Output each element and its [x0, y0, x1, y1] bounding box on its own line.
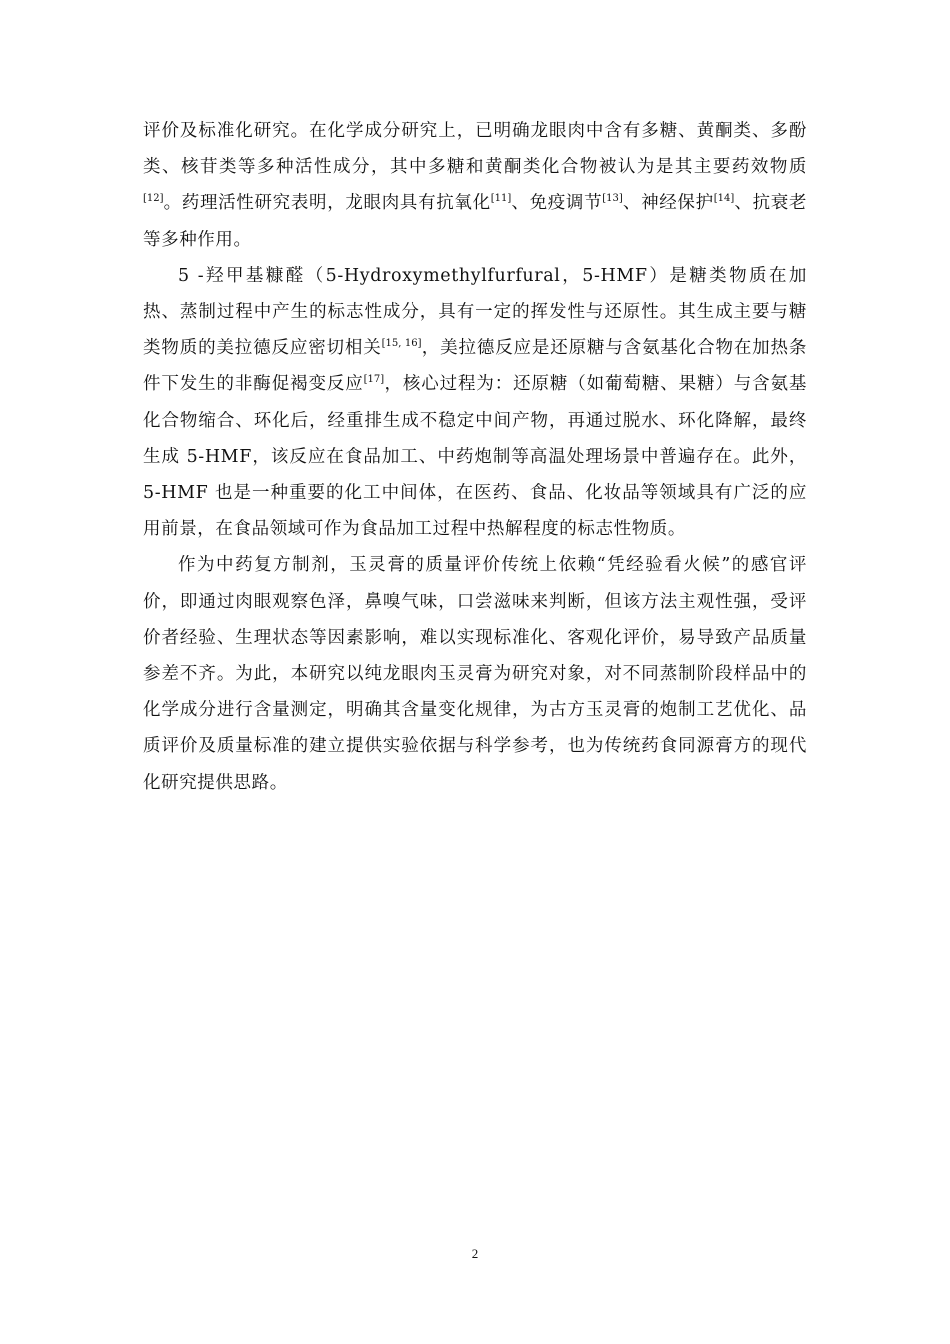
page-body: [143, 113, 807, 801]
paragraph-text: 、神经保护: [622, 193, 714, 214]
citation-superscript: [17]: [363, 374, 385, 386]
citation-superscript: [11]: [490, 193, 512, 205]
paragraph-text: ，核心过程为：还原糖（如葡萄糖、果糖）与含氨基化合物缩合、环化后，经重排生成不稳定中间产物，再通过脱水、环化降解，最终生成 5-HMF，该反应在食品加工、中药炮制等高温处理场景中普遍存在。此外，5-HMF 也是一种重要的化工中间体，在医药、食品、化妆品等领域具有广泛的应用前景，在食品领域可作为食品加工过程中热解程度的标志性物质。: [143, 374, 807, 540]
paragraph-text: ，美拉德反应是还原糖与含氨基化合物在加热条件下发生的非酶促褐变反应: [143, 338, 807, 395]
page-number: 2: [471, 1246, 479, 1261]
paragraph-quality-evaluation: [143, 547, 807, 800]
citation-superscript: [14]: [713, 193, 735, 205]
paragraph-text: 作为中药复方制剂，玉灵膏的质量评价传统上依赖“凭经验看火候”的感官评价，即通过肉眼观察色泽，鼻嗅气味，口尝滋味来判断，但该方法主观性强，受评价者经验、生理状态等因素影响，难以实现标准化、客观化评价，易导致产品质量参差不齐。为此，本研究以纯龙眼肉玉灵膏为研究对象，对不同蒸制阶段样品中的化学成分进行含量测定，明确其含量变化规律，为古方玉灵膏的炮制工艺优化、品质评价及质量标准的建立提供实验依据与科学参考，也为传统药食同源膏方的现代化研究提供思路。: [143, 555, 807, 793]
paragraph-text: 、免疫调节: [511, 193, 603, 214]
paragraph-text: 。药理活性研究表明，龙眼肉具有抗氧化: [163, 193, 491, 214]
paragraph-text: 5 -羟甲基糠醛（5-Hydroxymethylfurfural，5-HMF）是糖类物质在加热、蒸制过程中产生的标志性成分，具有一定的挥发性与还原性。其生成主要与糖类物质的美拉德反应密切相关: [143, 265, 807, 359]
citation-superscript: [12]: [143, 193, 164, 205]
paragraph-5hmf: [143, 258, 807, 548]
paragraph-continuation: [143, 113, 807, 258]
paragraph-text: 、抗衰老等多种作用。: [143, 193, 808, 250]
paragraph-text: 评价及标准化研究。在化学成分研究上，已明确龙眼肉中含有多糖、黄酮类、多酚类、核苷类等多种活性成分，其中多糖和黄酮类化合物被认为是其主要药效物质: [143, 121, 807, 178]
citation-superscript: [13]: [602, 193, 623, 205]
citation-superscript: [15, 16]: [381, 338, 422, 350]
